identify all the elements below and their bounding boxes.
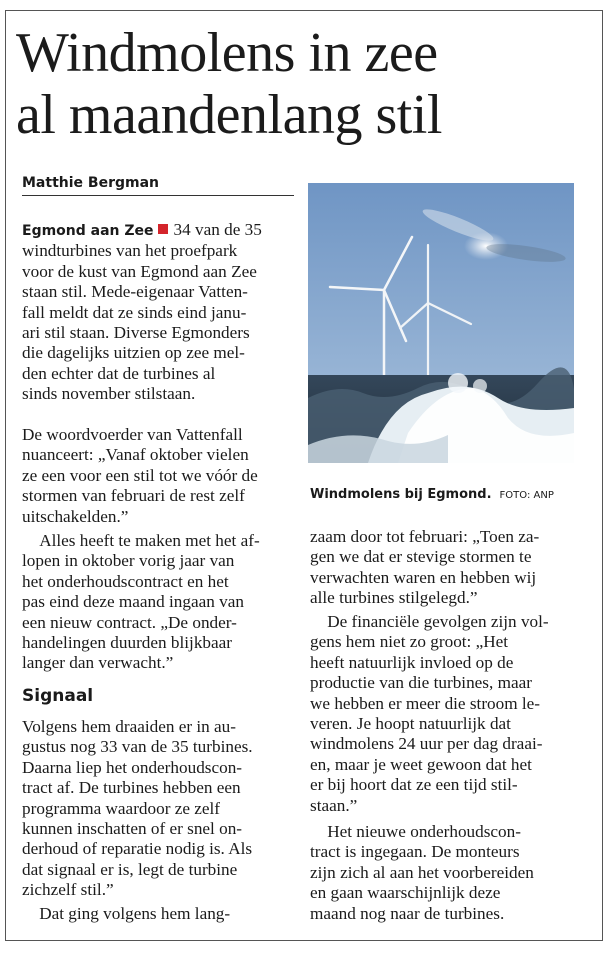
photo-caption <box>310 487 595 502</box>
paragraph-storms: zaam door tot februari: „Toen za- gen we dat er stevige stormen te verwachten waren en hebben wij alle turbines stilgelegd.” <box>310 527 540 608</box>
paragraph-new-contract: Het nieuwe onderhoudscon- tract is ingegaan. De monteurs zijn zich al aan het voorbereiden en gaan waarschijnlijk deze maand nog naar de turbines. <box>310 822 534 923</box>
photo-windmills <box>308 183 574 463</box>
headline-line-2: al maandenlang stil <box>16 84 442 146</box>
paragraph-contract: Alles heeft te maken met het af- lopen in oktober vorig jaar van het onderhoudscontract en het pas eind deze maand ingaan van een nieuw contract. „De onder- handelingen duurden blijkbaar langer dan verwacht.” <box>22 531 260 673</box>
headline-line-1: Windmolens in zee <box>16 22 438 84</box>
intro-paragraph: Egmond aan Zee 34 van de 35 windturbines van het proefpark voor de kust van Egmond aan Zee staan stil. Mede-eigenaar Vatten- fall meldt dat ze sinds eind janu- ari stil staan. Diverse Egmonders die dagelijks uitzien op zee mel- den echter dat de turbines al sinds november stilstaan. <box>22 220 262 404</box>
byline: Matthie Bergman <box>22 175 294 196</box>
caption-text: Windmolens bij Egmond. <box>310 487 492 502</box>
dateline: Egmond aan Zee <box>22 223 154 239</box>
paragraph-signal: Volgens hem draaiden er in au- gustus nog 33 van de 35 turbines. Daarna liep het onderhoudscon- tract af. De turbines hebben een programma waardoor ze zelf kunnen inschatten of er snel on- derhoud of reparatie nodig is. Als dat signaal er is, legt de turbine zichzelf stil.” <box>22 717 253 900</box>
paragraph-continuation: Dat ging volgens hem lang- <box>39 904 231 923</box>
paragraph-financial: De financiële gevolgen zijn vol- gens hem niet zo groot: „Het heeft natuurlijk invloed op de productie van die turbines, maar we hebben er meer die stroom le- veren. Je hoopt natuurlijk dat windmolens 24 uur per dag draai- en, maar je weet gewoon dat het er bij hoort dat ze een tijd stil- staan.” <box>310 612 549 815</box>
red-square-marker-icon <box>158 224 168 234</box>
paragraph-spokesperson: De woordvoerder van Vattenfall nuanceert: „Vanaf oktober vielen ze een voor een stil tot we vóór de stormen van februari de rest zelf uitschakelden.” <box>22 425 258 526</box>
headline <box>16 22 596 146</box>
photo-credit: FOTO: ANP <box>499 490 554 501</box>
subhead-signaal: Signaal <box>22 686 94 706</box>
